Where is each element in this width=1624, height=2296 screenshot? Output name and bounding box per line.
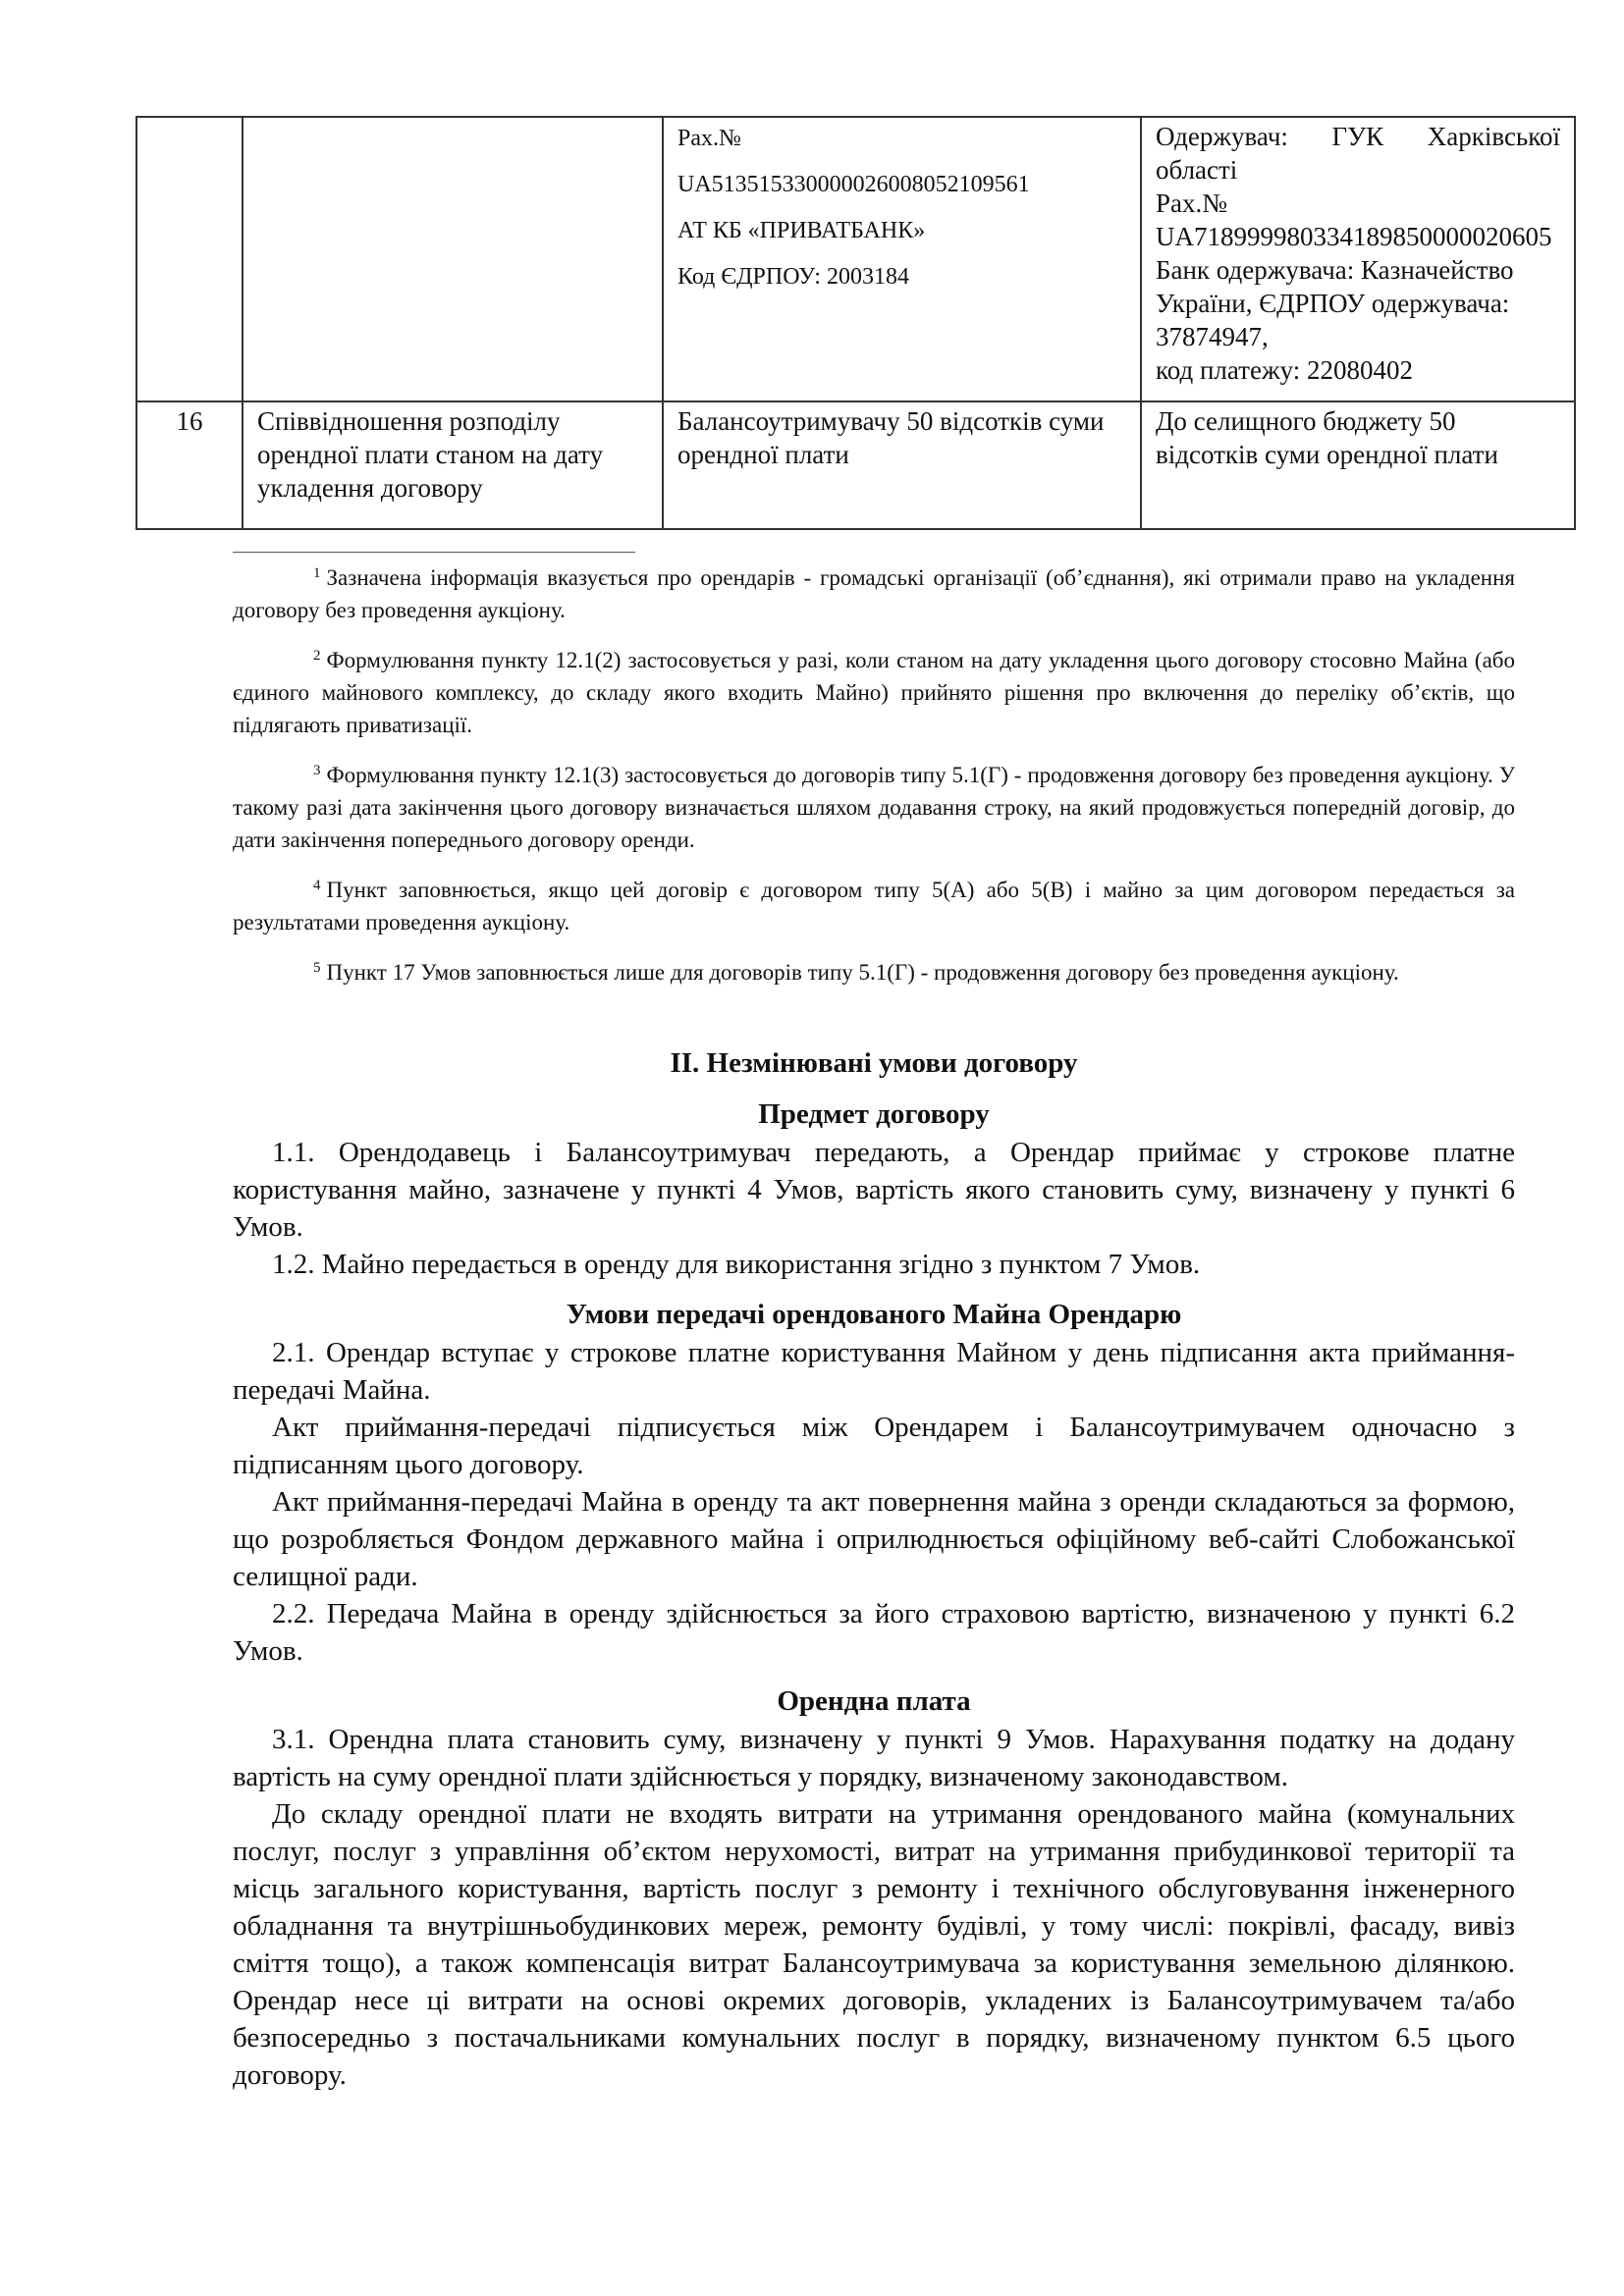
row-name-cell — [243, 117, 663, 401]
paragraph: Акт приймання-передачі Майна в оренду та акт повернення майна з оренди складаються за формою, що розробляється Фондом державного майна і оприлюднюється офіційному веб-сайті Слобожанської селищної ради. — [233, 1486, 1515, 1592]
footnote — [233, 759, 1515, 856]
budget-recipient-cell — [1141, 117, 1575, 401]
paragraph: 2.2. Передача Майна в оренду здійснюється за його страховою вартістю, визначеною у пункті 6.2 Умов. — [233, 1598, 1515, 1667]
recipient-bank: Банк одержувача: Казначейство України, ЄДРПОУ одержувача: 37874947, — [1156, 255, 1514, 351]
footnote — [233, 874, 1515, 938]
paragraph: 2.1. Орендар вступає у строкове платне користування Майном у день підписання акта приймання-передачі Майна. — [233, 1337, 1515, 1406]
footnote-text: Формулювання пункту 12.1(2) застосовується у разі, коли станом на дату укладення цього договору стосовно Майна (або єдиного майнового комплексу, до складу якого входить Майно) прийнято рішення про включення до переліку об’єктів, що підлягають приватизації. — [233, 648, 1515, 737]
footnote-mark: 3 — [313, 763, 321, 778]
table-row — [136, 401, 1575, 529]
balance-holder-share-cell: Балансоутримувачу 50 відсотків суми орендної плати — [663, 401, 1141, 529]
paragraph: 1.2. Майно передається в оренду для використання згідно з пунктом 7 Умов. — [272, 1249, 1201, 1280]
row-number-cell: 16 — [136, 401, 243, 529]
paragraph: Акт приймання-передачі підписується між Орендарем і Балансоутримувачем одночасно з підписанням цього договору. — [233, 1412, 1515, 1480]
recipient-region: області — [1156, 155, 1238, 185]
paragraph: 1.1. Орендодавець і Балансоутримувач передають, а Орендар приймає у строкове платне користування майно, зазначене у пункті 4 Умов, вартість якого становить суму, визначену у пункті 6 Умов. — [233, 1137, 1515, 1243]
paragraph: До складу орендної плати не входять витрати на утримання орендованого майна (комунальних послуг, послуг з управління об’єктом нерухомості, витрат на утримання прибудинкової території та місць загального користування, вартість послуг з ремонту і технічного обслуговування інженерного обладнання та внутрішньобудинкових мереж, ремонту будівлі, у тому числі: покрівлі, фасаду, вивіз сміття тощо), а також компенсація витрат Балансоутримувача за користування земельною ділянкою. Орендар несе ці витрати на основі окремих договорів, укладених із Балансоутримувачем та/або безпосередньо з постачальниками комунальних послуг в порядку, визначеному пунктом 6.5 цього договору. — [233, 1798, 1515, 2091]
footnote-text: Формулювання пункту 12.1(3) застосовується до договорів типу 5.1(Г) - продовження договору без проведення аукціону. У такому разі дата закінчення цього договору визначається шляхом додавання строку, на який продовжується попередній договір, до дати закінчення попереднього договору оренди. — [233, 763, 1515, 852]
footnote-text: Зазначена інформація вказується про орендарів - громадські організації (об’єднання), які отримали право на укладення договору без проведення аукціону. — [233, 565, 1515, 622]
footnote-separator — [233, 552, 635, 553]
footnotes — [233, 561, 1515, 1006]
subsection-heading: Умови передачі орендованого Майна Орендарю — [566, 1299, 1182, 1330]
account-edrpou: Код ЄДРПОУ: 2003184 — [677, 264, 909, 290]
footnote-mark: 4 — [313, 878, 321, 893]
contract-body — [233, 1043, 1515, 2094]
footnote-text: Пункт заповнюється, якщо цей договір є договором типу 5(А) або 5(В) і майно за цим договором передається за результатами проведення аукціону. — [233, 878, 1515, 934]
footnote — [233, 561, 1515, 626]
subsection-heading: Предмет договору — [758, 1098, 990, 1130]
budget-share-cell: До селищного бюджету 50 відсотків суми орендної плати — [1141, 401, 1575, 529]
row-name-cell: Співвідношення розподілу орендної плати станом на дату укладення договору — [243, 401, 663, 529]
account-iban: UA513515330000026008052109561 — [677, 172, 1030, 197]
row-number-cell — [136, 117, 243, 401]
account-label: Рах.№ — [677, 126, 741, 151]
section-title: ІІ. Незмінювані умови договору — [670, 1047, 1078, 1079]
footnote — [233, 644, 1515, 741]
footnote-mark: 2 — [313, 648, 321, 664]
balance-holder-account-cell — [663, 117, 1141, 401]
recipient-iban: UA718999980334189850000020605 — [1156, 222, 1552, 251]
footnote-text: Пункт 17 Умов заповнюється лише для договорів типу 5.1(Г) - продовження договору без проведення аукціону. — [326, 960, 1399, 985]
footnote-mark: 1 — [313, 565, 321, 581]
table-row — [136, 117, 1575, 401]
footnote-mark: 5 — [313, 960, 321, 976]
account-bank: АТ КБ «ПРИВАТБАНК» — [677, 218, 926, 243]
recipient-line: Одержувач: ГУК Харківської — [1156, 122, 1560, 151]
lease-terms-table — [135, 116, 1576, 530]
paragraph: 3.1. Орендна плата становить суму, визначену у пункті 9 Умов. Нарахування податку на додану вартість на суму орендної плати здійснюється у порядку, визначеному законодавством. — [233, 1724, 1515, 1792]
recipient-payment-code: код платежу: 22080402 — [1156, 355, 1413, 385]
recipient-account-label: Рах.№ — [1156, 188, 1228, 218]
footnote — [233, 956, 1515, 988]
subsection-heading: Орендна плата — [777, 1685, 971, 1717]
